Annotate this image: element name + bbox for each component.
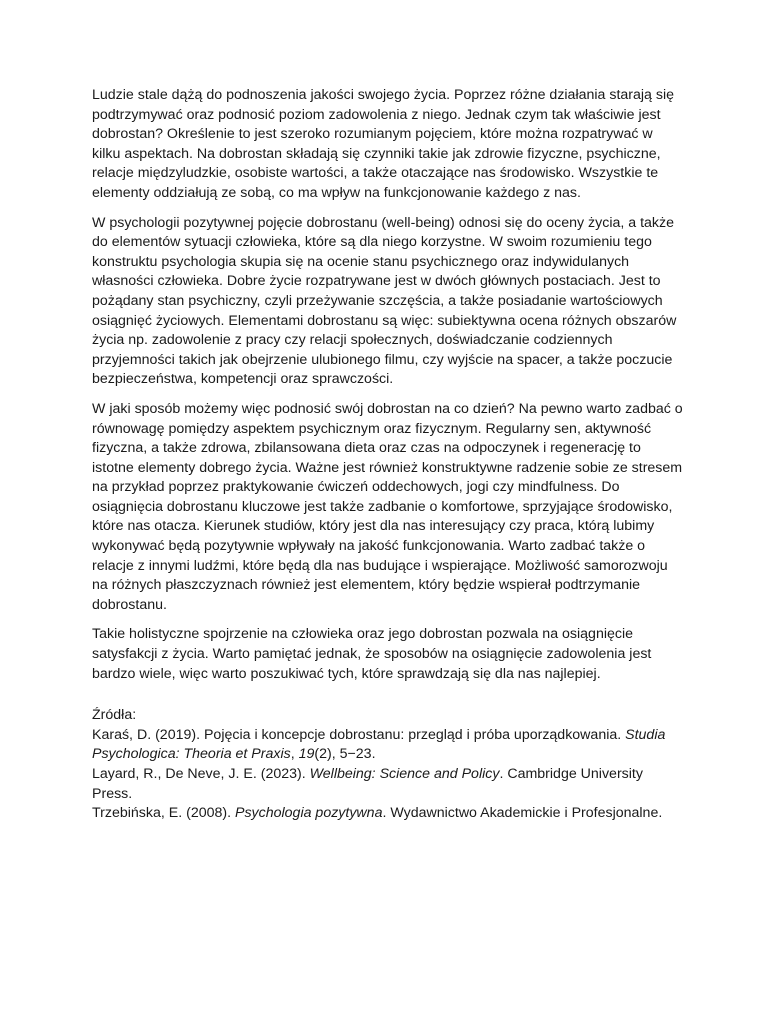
reference-text: . Cambridge University Press. (92, 766, 643, 802)
reference-layard (92, 765, 684, 804)
reference-volume: 19 (298, 746, 315, 763)
reference-book-title: Wellbeing: Science and Policy (309, 766, 500, 782)
reference-trzebinska (92, 804, 684, 824)
reference-text: Karaś, D. (2019). Pojęcia i koncepcje dobrostanu: przegląd i próba uporządkowania. (92, 726, 626, 743)
reference-journal-title: Studia Psychologica: Theoria et Praxis (92, 726, 666, 763)
reference-text: (2), 5−23. (314, 746, 376, 763)
paragraph-improving-wellbeing: W jaki sposób możemy więc podnosić swój dobrostan na co dzień? Na pewno warto zadbać o równowagę pomiędzy aspektem psychicznym oraz fizycznym. Regularny sen, aktywność fizyczna, a także zdrowa, zbilansowana dieta oraz czas na odpoczynek i regenerację to istotne elementy dobrego życia. Ważne jest również konstruktywne radzenie sobie ze stresem na przykład poprzez praktykowanie ćwiczeń oddechowych, jogi czy mindfulness. Do osiągnięcia dobrostanu kluczowe jest także zadbanie o komfortowe, sprzyjające środowisko, które nas otacza. Kierunek studiów, który jest dla nas interesujący czy praca, którą lubimy wykonywać będą pozytywnie wpływały na jakość funkcjonowania. Warto zadbać także o relacje z innymi ludźmi, które będą dla nas budujące i wspierające. Możliwość samorozwoju na różnych płaszczyznach również jest elementem, który będzie wspierał podtrzymanie dobrostanu. (92, 400, 683, 613)
reference-book-title: Psychologia pozytywna (234, 805, 383, 822)
paragraph-conclusion: Takie holistyczne spojrzenie na człowieka oraz jego dobrostan pozwala na osiągnięcie satysfakcji z życia. Warto pamiętać jednak, że sposobów na osiągnięcie zadowolenia jest bardzo wiele, więc warto poszukiwać tych, które sprawdzają się dla nas najlepiej. (92, 626, 652, 682)
sources-section (92, 706, 684, 824)
paragraph-positive-psychology: W psychologii pozytywnej pojęcie dobrostanu (well-being) odnosi się do oceny życia, a także do elementów sytuacji człowieka, które są dla niego korzystne. W swoim rozumieniu tego konstruktu psychologia skupia się na ocenie stanu psychicznego oraz indywidulanych własności człowieka. Dobre życie rozpatrywane jest w dwóch głównych postaciach. Jest to pożądany stan psychiczny, czyli przeżywanie szczęścia, a także posiadanie wartościowych osiągnięć życiowych. Elementami dobrostanu są więc: subiektywna ocena różnych obszarów życia np. zadowolenie z pracy czy relacji społecznych, doświadczanie codziennych przyjemności takich jak obejrzenie ulubionego filmu, czy wyjście na spacer, a także poczucie bezpieczeństwa, kompetencji oraz sprawczości. (92, 214, 677, 388)
reference-text: Trzebińska, E. (2008). (92, 805, 235, 822)
reference-karas (92, 726, 684, 765)
reference-text: . Wydawnictwo Akademickie i Profesjonalne. (382, 805, 663, 822)
reference-text: , (290, 746, 299, 763)
reference-text: Layard, R., De Neve, J. E. (2023). (92, 766, 310, 782)
sources-heading: Źródła: (92, 707, 137, 724)
document-page (92, 86, 684, 824)
paragraph-intro: Ludzie stale dążą do podnoszenia jakości swojego życia. Poprzez różne działania starają się podtrzymywać oraz podnosić poziom zadowolenia z niego. Jednak czym tak właściwie jest dobrostan? Określenie to jest szeroko rozumianym pojęciem, które można rozpatrywać w kilku aspektach. Na dobrostan składają się czynniki takie jak zdrowie fizyczne, psychiczne, relacje międzyludzkie, osobiste wartości, a także otaczające nas środowisko. Wszystkie te elementy oddziałują ze sobą, co ma wpływ na funkcjonowanie każdego z nas. (92, 87, 675, 201)
